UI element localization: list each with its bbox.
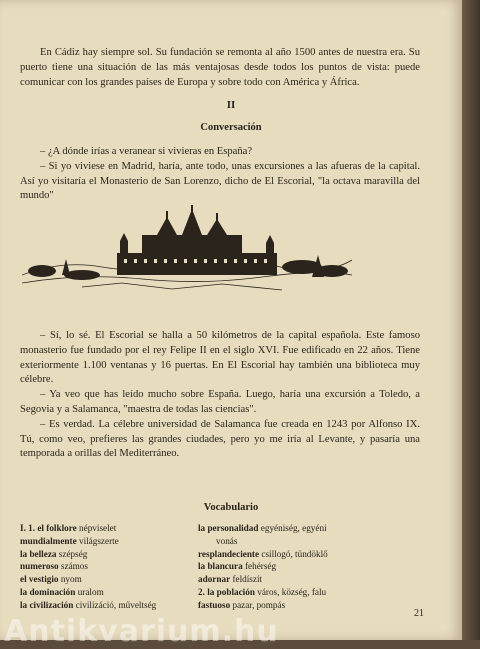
dialogue-line: – Ya veo que has leído mucho sobre España. Luego, haría una excursión a Toledo, a Segovia y a Salamanca, "maestra de todas las ciencias". [20, 389, 420, 415]
vocab-entry: I. 1. el folklore népviselet [20, 523, 117, 533]
vocab-entry: resplandeciente csillogó, tündöklő [198, 548, 328, 559]
vocab-entry: la civilización civilizáció, műveltség [20, 599, 157, 610]
vocab-right-column [198, 522, 328, 612]
dialogue-continuation [20, 329, 420, 462]
vocab-left-column [20, 522, 156, 612]
section-number: II [226, 99, 236, 111]
dialogue-line: – Es verdad. La célebre universidad de Salamanca fue creada en 1243 por Alfonso IX. Tú, como veo, prefieres las grandes ciudades, pero yo me iría al Levante, y pasaría una temporada a orillas del Mediterráneo. [20, 418, 420, 460]
vocab-entry: la dominación uralom [20, 586, 104, 597]
vocab-title: Vocabulario [203, 502, 259, 513]
escorial-illustration [22, 205, 352, 315]
vocab-entry-continuation: vonás [216, 535, 238, 546]
section-title: Conversación [200, 122, 262, 133]
intro-paragraph: En Cádiz hay siempre sol. Su fundación se remonta al año 1500 antes de nuestra era. Su puerto tiene una situación de las más ventajosas desde todos los puntos de vista: puede comunicar con los grandes países de Europa y sobre todo con América y África. [20, 47, 420, 88]
dialogue-intro [20, 145, 420, 204]
vocab-entry: la personalidad egyéniség, egyéni [198, 523, 327, 533]
vocab-entry: la belleza szépség [20, 548, 88, 559]
vocab-entry: adornar feldíszít [198, 574, 263, 585]
page-number: 21 [414, 608, 424, 619]
watermark: Antikvarium.hu [4, 614, 279, 649]
vocab-entry: la blancura fehérség [198, 561, 277, 572]
dialogue-line: – Sí, lo sé. El Escorial se halla a 50 kilómetros de la capital española. Este famoso monasterio fue fundado por el rey Felipe II en el siglo XVI. Fue edificado en 22 años. Tiene exteriormente 1.100 ventanas y 16 puertas. En El Escorial hay también una biblioteca muy célebre. [20, 330, 420, 386]
vocab-entry: mundialmente világszerte [20, 535, 119, 546]
dialogue-line: – Si yo viviese en Madrid, haría, ante todo, unas excursiones a las afueras de la capital. Así yo visitaría el Monasterio de San Lorenzo, dicho de El Escorial, "la octava maravilla del mundo" [20, 160, 420, 202]
vocab-entry: 2. la población város, község, falu [198, 586, 327, 597]
dialogue-line: – ¿A dónde irías a veranear si vivieras en España? [40, 146, 253, 157]
book-spine-edge [462, 0, 480, 640]
vocab-entry: numeroso számos [20, 561, 88, 572]
vocab-entry: fastuoso pazar, pompás [198, 599, 286, 610]
vocab-entry: el vestigio nyom [20, 574, 82, 585]
